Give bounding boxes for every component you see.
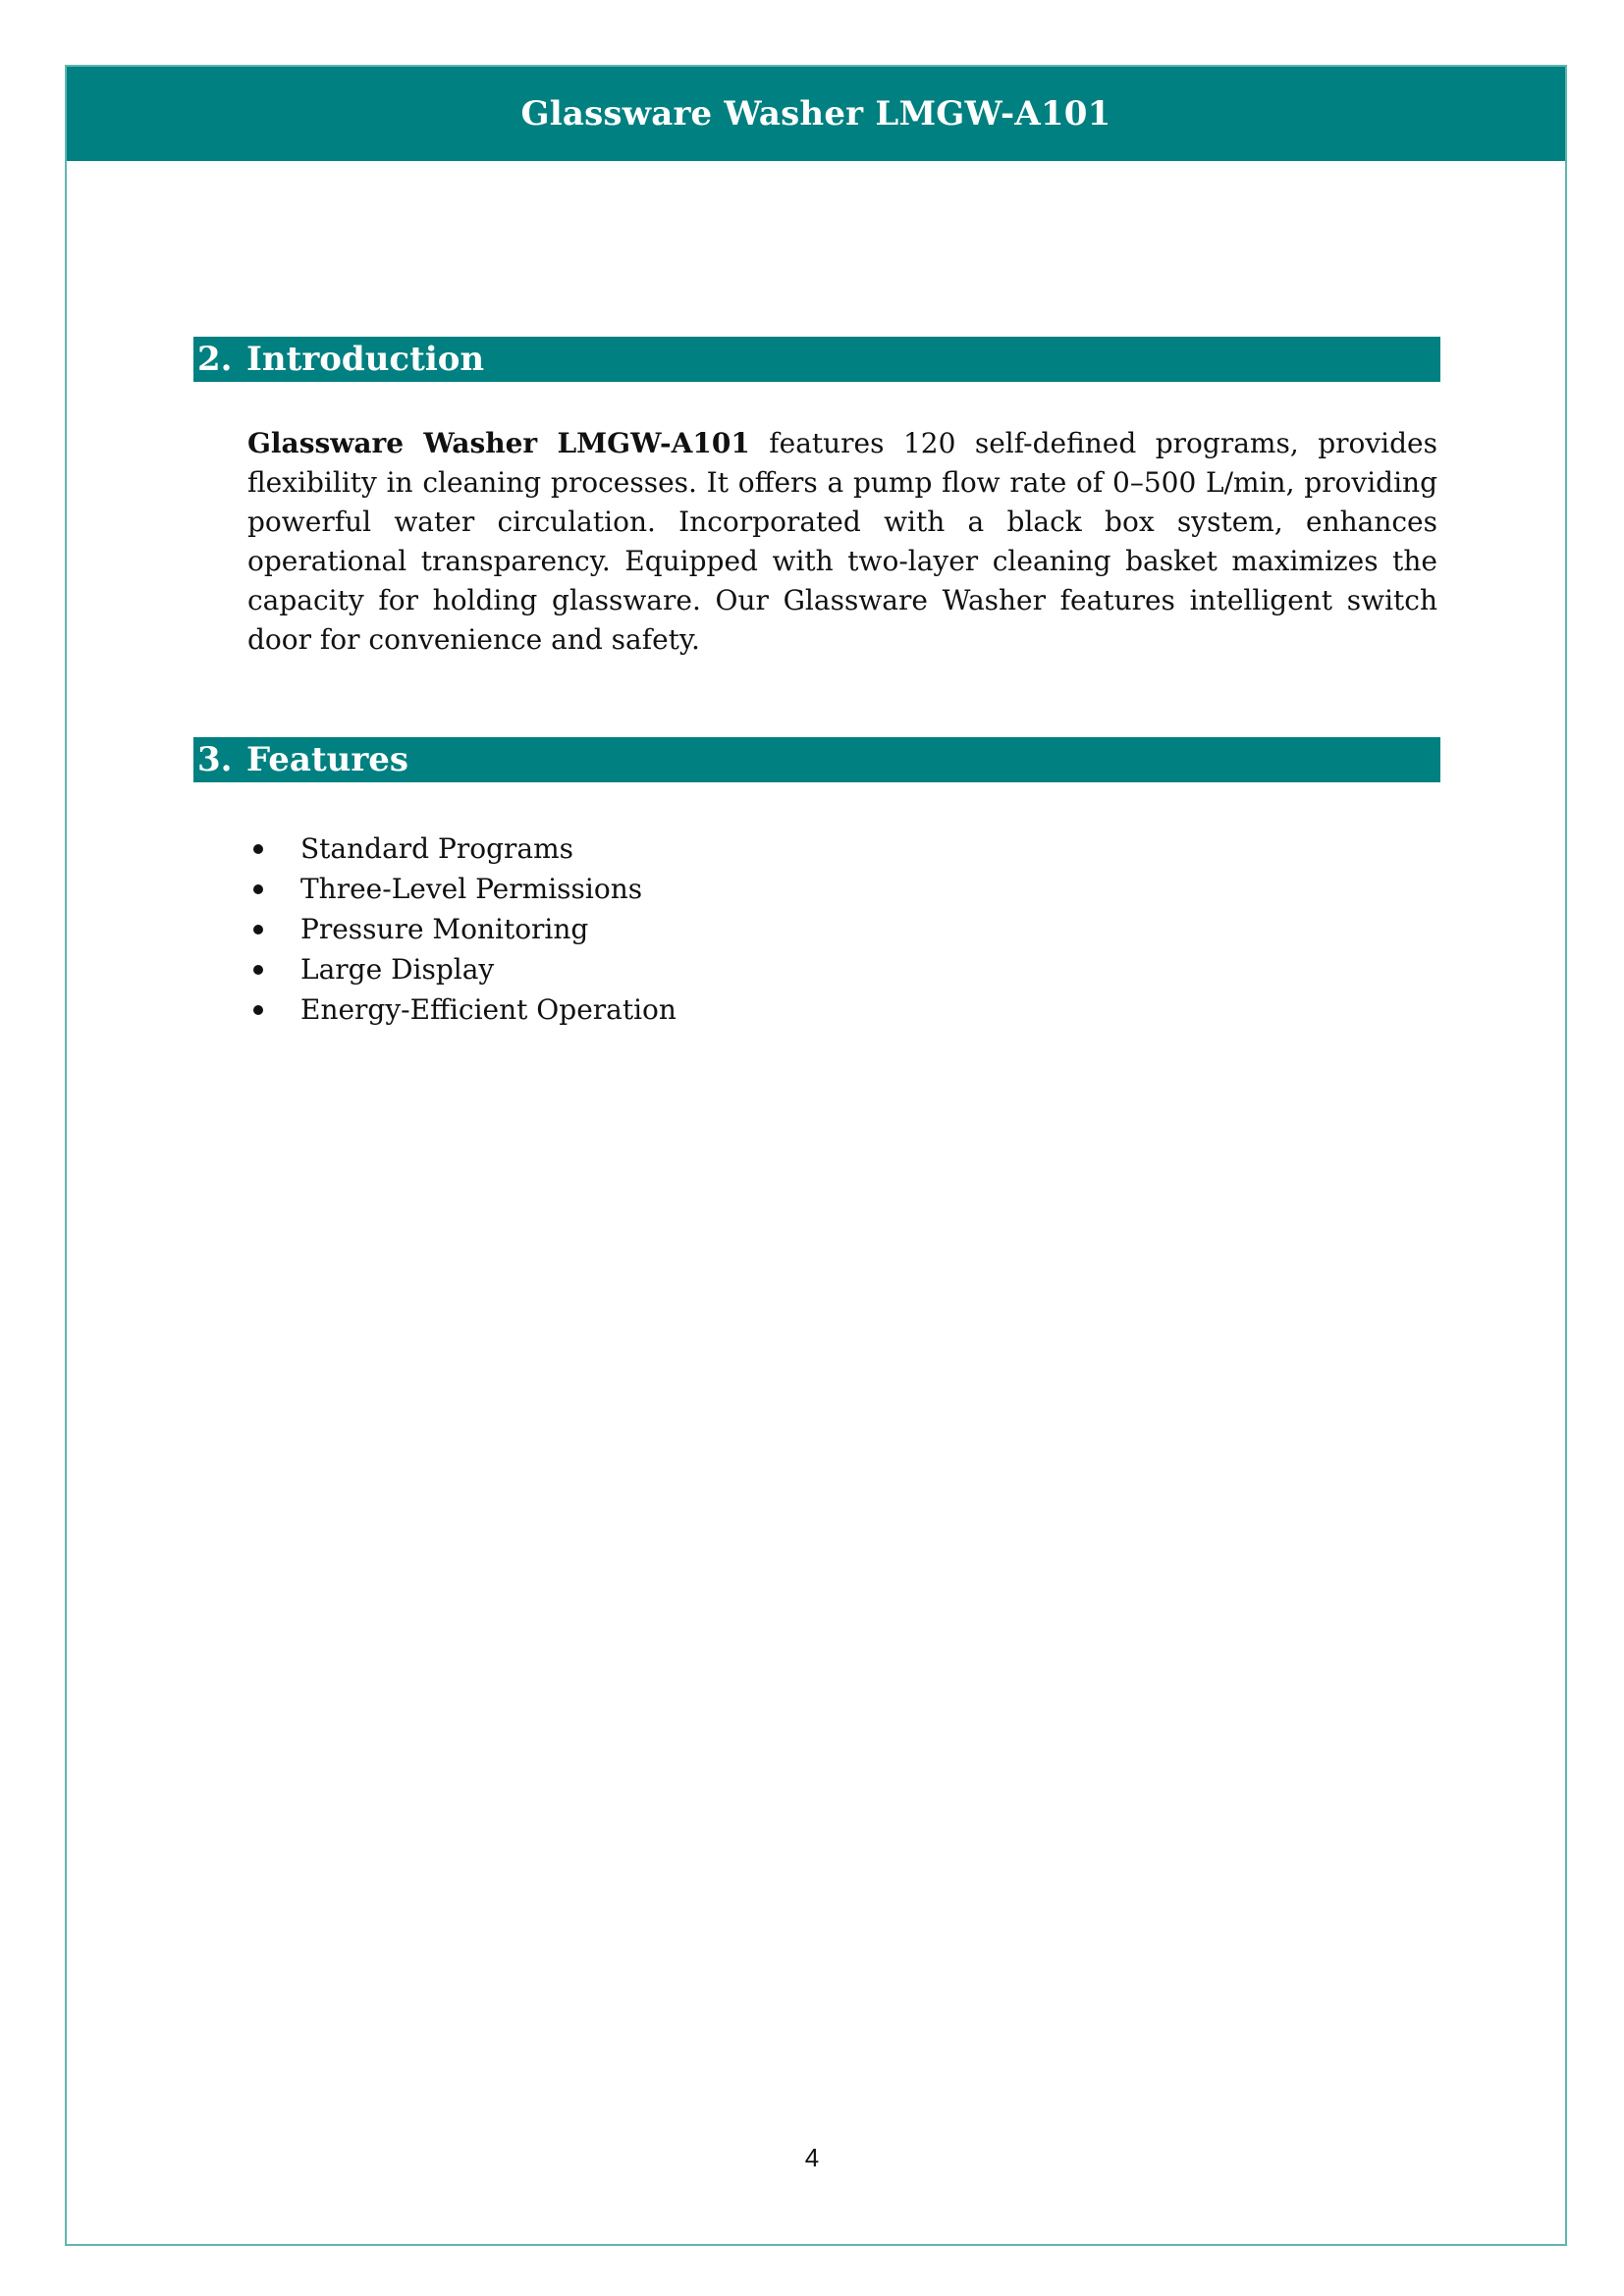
list-item [247,909,677,949]
list-item [247,949,677,989]
features-list [247,828,677,1030]
introduction-paragraph [247,424,1437,660]
document-header [67,67,1565,161]
feature-label: Pressure Monitoring [300,913,589,945]
list-item [247,828,677,869]
section-title: Features [246,740,409,779]
feature-label: Energy-Efficient Operation [300,993,677,1026]
list-item [247,869,677,909]
bullet-icon [253,925,263,934]
section-number: 2. [197,340,233,379]
bullet-icon [253,884,263,894]
document-title: Glassware Washer LMGW-A101 [520,94,1111,133]
section-title: Introduction [246,340,485,379]
section-heading-features [193,737,1440,782]
feature-label: Three-Level Permissions [300,873,643,905]
bullet-icon [253,844,263,854]
bullet-icon [253,965,263,975]
introduction-body: features 120 self-defined programs, provides flexibility in cleaning processes. It offers a pump flow rate of 0–500 L/min, providing powerful water circulation. Incorporated with a black box system, enhances operational transparency. Equipped with two-layer cleaning basket maximizes the capacity for holding glassware. Our Glassware Washer features intelligent switch door for convenience and safety. [247,427,1437,656]
page-border [65,65,1567,2246]
section-heading-introduction [193,337,1440,382]
feature-label: Large Display [300,953,495,986]
list-item [247,989,677,1030]
section-number: 3. [197,740,233,779]
bullet-icon [253,1005,263,1015]
product-name-bold: Glassware Washer LMGW-A101 [247,427,750,459]
feature-label: Standard Programs [300,832,573,865]
page-number: 4 [804,2143,820,2172]
